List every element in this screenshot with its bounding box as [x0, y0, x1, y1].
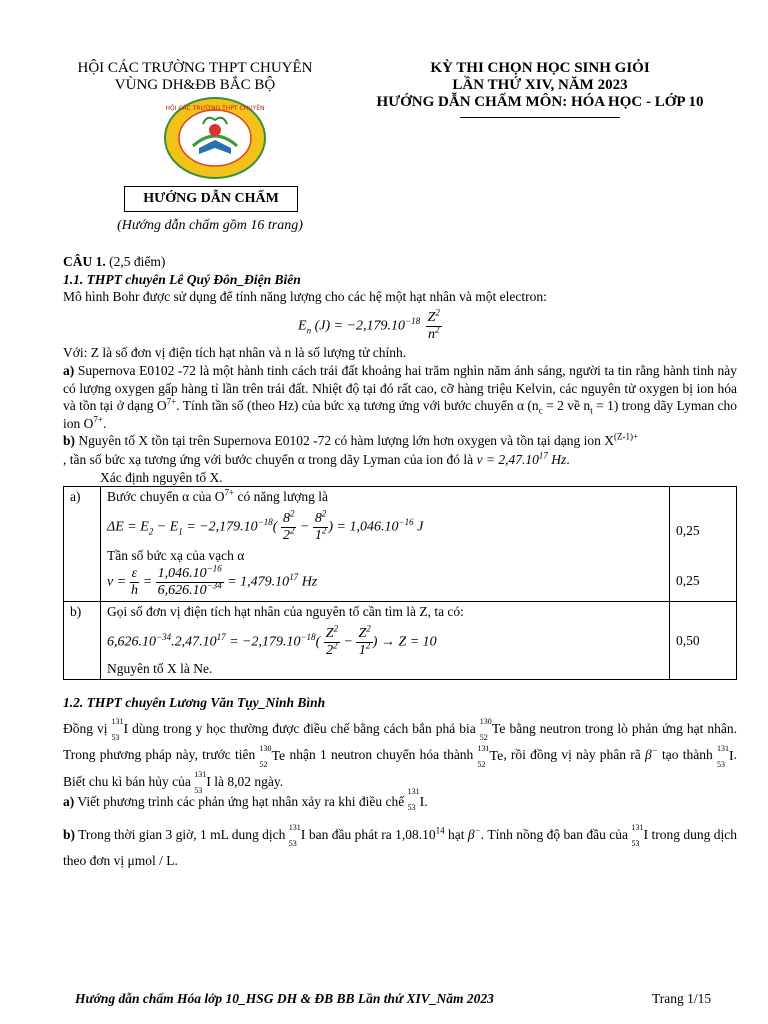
table-row [64, 487, 737, 602]
organization-region: VÙNG DH&ĐB BẮC BỘ [114, 77, 276, 93]
row-b-content: Gọi số đơn vị điện tích hạt nhân của nguyên tố cần tìm là Z, ta có: $6,626.10^{-34}.2,47.10^{17} = -2,179.10^{-18}$( $\frac{Z^2}{2^2}$ − $\frac{Z^2}{1^2}$ ) → Z = 10 Nguyên tố X là Ne. [101, 602, 670, 680]
question-1-1-part-b-cont: , tần số bức xạ tương ứng với bước chuyển α trong dãy Lyman của ion đó là $\nu = 2,47.10^{17}$ Hz. [63, 450, 570, 467]
question-1-1-part-b-task: Xác định nguyên tố X. [100, 470, 223, 485]
score-a1: 0,25 [676, 523, 700, 538]
row-b-label: b) [64, 602, 101, 680]
question-1-2-part-a: a) Viết phương trình các phản ứng hạt nhân xảy ra khi điều chế 131 53 I. [63, 786, 428, 812]
logo-emblem-icon [163, 96, 267, 180]
guide-title-box: HƯỚNG DẪN CHẤM [124, 186, 298, 212]
question-1-1-title: 1.1. THPT chuyên Lê Quý Đôn_Điện Biên [63, 272, 301, 287]
question-1-2-title: 1.2. THPT chuyên Lương Văn Tụy_Ninh Bình [63, 695, 326, 710]
question-1-1-part-b: b) Nguyên tố X tồn tại trên Supernova E0102 -72 có hàm lượng lớn hơn oxygen và tồn tại dạng ion $X^{(Z-1)+}$ [63, 431, 639, 448]
formula-explanation: Với: Z là số đơn vị điện tích hạt nhân và n là số lượng tử chính. [63, 345, 407, 360]
z-equation: $6,626.10^{-34}.2,47.10^{17} = -2,179.10^{-18}$( $\frac{Z^2}{2^2}$ − $\frac{Z^2}{1^2}$ ) → Z = 10 [107, 623, 437, 658]
table-row [64, 602, 737, 680]
organization-name: HỘI CÁC TRƯỜNG THPT CHUYÊN [77, 60, 313, 76]
question-1-2-intro: Đồng vị 131 53 I dùng trong y học thường được điều chế bằng cách bắn phá bia 130 52 Te bằng neutron trong lò phản ứng hạt nhân. Trong phương pháp này, trước tiên 130 52 Te nhận 1 neutron chuyển hóa thành 131 52 Te, rồi đồng vị này phân rã β− tạo thành 131 53 I. Biết chu kì bán hủy của 131 53 I là 8,02 ngày. [63, 717, 737, 796]
element-answer: Nguyên tố X là Ne. [107, 661, 213, 676]
row-a-label: a) [64, 487, 101, 602]
question-1-1-part-a: a) Supernova E0102 -72 là một hành tinh cách trái đất khoảng hai trăm nghìn năm ánh sáng, người ta tin rằng hành tinh này có lượng oxygen gấp hàng tỉ lần trên trái đất. Nhiệt độ tại đó rất cao, cỡ hàng triệu Kelvin, các nguyên tử oxygen bị ion hóa và tồn tại ở dạng $O^{7+}$. Tính tần số (theo Hz) của bức xạ tương ứng với bước chuyển α ($n_c = 2$ về $n_t = 1$) trong dãy Lyman cho ion $O^{7+}$. [63, 363, 737, 431]
school-logo [163, 96, 267, 180]
guide-page-note: (Hướng dẫn chấm gồm 16 trang) [117, 218, 303, 233]
header-divider [460, 117, 620, 118]
iodine-131-symbol: 131 53 I [111, 717, 129, 743]
exam-round: LẦN THỨ XIV, NĂM 2023 [452, 77, 628, 93]
footer-text: Hướng dẫn chấm Hóa lớp 10_HSG DH & ĐB BB Lần thứ XIV_Năm 2023 [75, 991, 494, 1006]
tellurium-130-symbol: 130 52 Te [479, 717, 506, 743]
exam-title: KỲ THI CHỌN HỌC SINH GIỎI [430, 60, 650, 76]
exam-subject: HƯỚNG DẪN CHẤM MÔN: HÓA HỌC - LỚP 10 [376, 94, 704, 110]
question-1-title: CÂU 1. [63, 254, 106, 269]
frequency-heading: Tần số bức xạ của vạch α [107, 548, 245, 563]
question-1-2-part-b: b) Trong thời gian 3 giờ, 1 mL dung dịch 131 53 I ban đầu phát ra 1,08.10$^{14}$ hạt β−. Tính nồng độ ban đầu của 131 53 I trong dung dịch theo đơn vị μmol / L. [63, 823, 737, 869]
question-1-heading [63, 254, 165, 270]
answer-table [63, 486, 737, 680]
exam-header [330, 60, 750, 111]
logo-text: HỘI CÁC TRƯỜNG THPT CHUYÊN [165, 105, 265, 112]
frequency-equation: ν = $\frac{\varepsilon}{h}$ = $\frac{1,046.10^{-16}}{6,626.10^{-34}}$ = $1,479.10^{17}$ Hz [107, 563, 318, 598]
question-1-points: (2,5 điểm) [105, 254, 166, 269]
row-a-content: Bước chuyển α của $O^{7+}$ có năng lượng là $\Delta E = E_2 - E_1 = -2,179.10^{-18}$( $\frac{8^2}{2^2}$ − $\frac{8^2}{1^2}$ ) = $1,046.10^{-16}$ J Tần số bức xạ của vạch α ν = $\frac{\varepsilon}{h}$ = $\frac{1,046.10^{-16}}{6,626.10^{-34}}$ = $1,479.10^{17}$ Hz [101, 487, 670, 602]
score-b: 0,50 [670, 602, 737, 680]
energy-equation: $\Delta E = E_2 - E_1 = -2,179.10^{-18}$( $\frac{8^2}{2^2}$ − $\frac{8^2}{1^2}$ ) = $1,046.10^{-16}$ J [107, 508, 424, 543]
row-a-scores [670, 487, 737, 602]
question-1-1-intro: Mô hình Bohr được sử dụng để tính năng lượng cho các hệ một hạt nhân và một electron: [63, 289, 547, 304]
bohr-formula: $E_n$ $(J) = -2,179.10^{-18}$ $\frac{Z^2}{n^2}$ [298, 307, 440, 342]
organization-header [40, 60, 350, 94]
score-a2: 0,25 [676, 573, 700, 588]
page-number: Trang 1/15 [652, 991, 712, 1006]
